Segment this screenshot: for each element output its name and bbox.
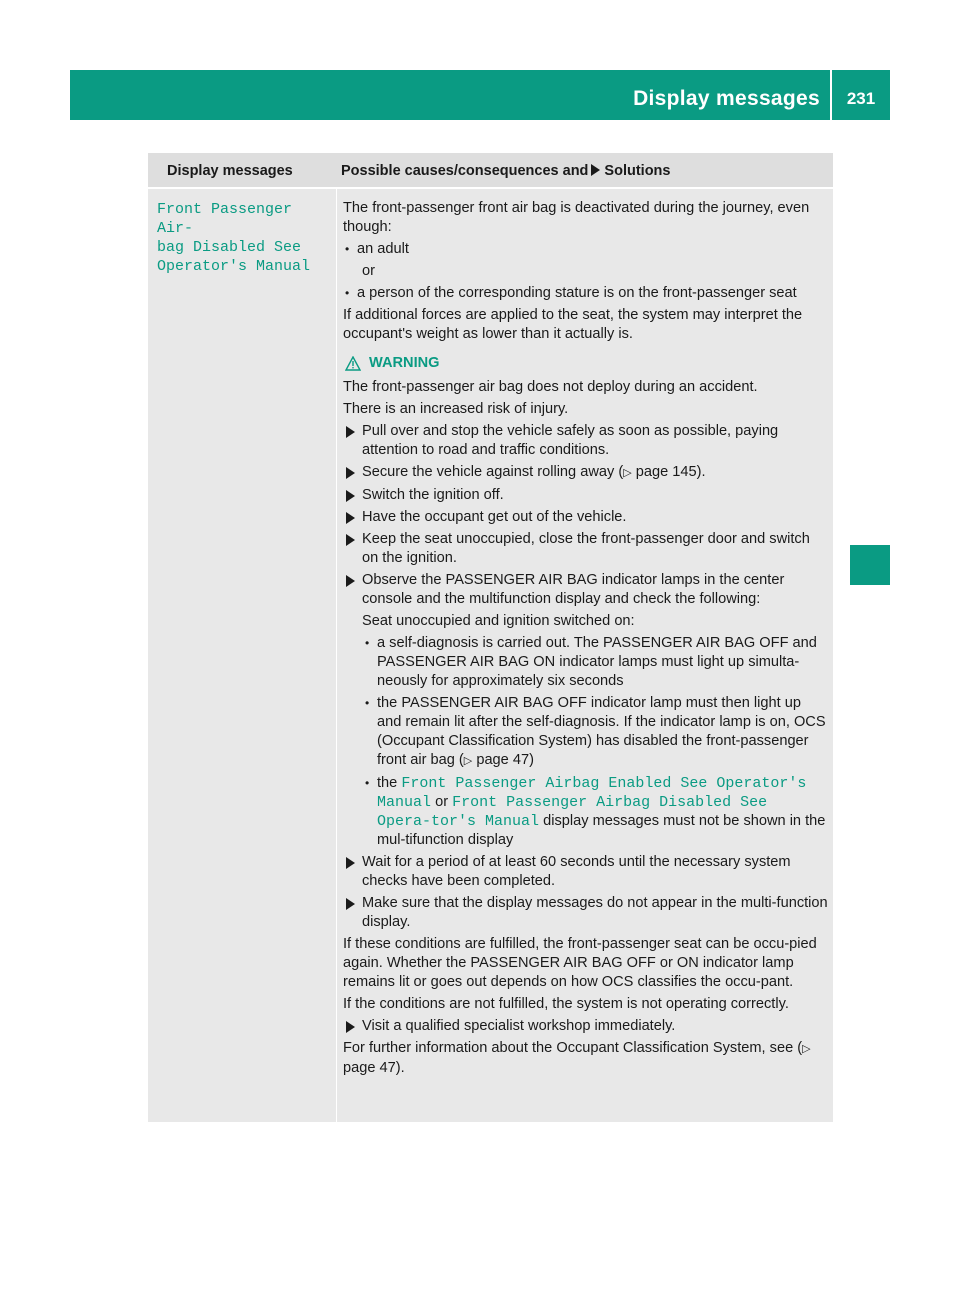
page-ref-icon: ▷ bbox=[802, 1043, 811, 1055]
page-reference[interactable]: page 47 bbox=[343, 1060, 396, 1076]
page-header bbox=[70, 70, 890, 120]
display-messages-table bbox=[148, 153, 833, 1122]
instruction-step: Keep the seat unoccupied, close the front-passenger door and switch on the ignition. bbox=[343, 530, 828, 568]
instruction-step: Have the occupant get out of the vehicle. bbox=[343, 508, 828, 527]
check-item: • the Front Passenger Airbag Enabled See Operator's Manual or Front Passenger Airbag Disabled See Opera‐tor's Manual display messages must not be shown in the mul-tifunction display bbox=[343, 774, 828, 850]
check-item: • the PASSENGER AIR BAG OFF indicator lamp must then light up and remain lit after the self-diagnosis. If the indicator lamp is on, OCS (Occupant Classification System) has disabled the front-passenger front air bag (▷ page 47) bbox=[343, 694, 828, 771]
chapter-marker bbox=[850, 545, 890, 585]
check-intro: Seat unoccupied and ignition switched on: bbox=[362, 613, 635, 629]
action-arrow-icon bbox=[591, 164, 600, 176]
intro-text: The front-passenger front air bag is deactivated during the journey, even though: bbox=[343, 200, 810, 235]
forces-text: If additional forces are applied to the seat, the system may interpret the occupant's weight as lower than it actually is. bbox=[343, 307, 803, 342]
instruction-step: Visit a qualified specialist workshop immediately. bbox=[343, 1017, 828, 1036]
warning-triangle-icon bbox=[345, 356, 361, 371]
section-title: Display messages bbox=[633, 87, 820, 110]
check-item: • a self-diagnosis is carried out. The PASSENGER AIR BAG OFF and PASSENGER AIR BAG ON indicator lamps must light up simulta-neously for approximately six seconds bbox=[343, 634, 828, 691]
not-fulfilled-text: If the conditions are not fulfilled, the system is not operating correctly. bbox=[343, 996, 789, 1012]
condition-item: • a person of the corresponding stature is on the front-passenger seat bbox=[343, 284, 828, 303]
instruction-step: Wait for a period of at least 60 seconds until the necessary system checks have been completed. bbox=[343, 853, 828, 891]
message-line: Front Passenger Air‐ bbox=[157, 201, 293, 237]
message-line: bag Disabled See bbox=[157, 239, 302, 256]
page-ref-icon: ▷ bbox=[463, 755, 473, 767]
warning-text: The front-passenger air bag does not deploy during an accident. bbox=[343, 379, 758, 395]
table-header bbox=[148, 153, 833, 188]
display-message-ref: Front Passenger Airbag Enabled See Operator's Manual bbox=[377, 775, 807, 811]
table-row bbox=[148, 188, 833, 1122]
instruction-step: Switch the ignition off. bbox=[343, 486, 828, 505]
condition-item: • an adult bbox=[343, 240, 828, 259]
col-header-causes: Possible causes/consequences and Solutions bbox=[341, 163, 671, 179]
further-info-text: For further information about the Occupant Classification System, see (▷ page 47). bbox=[343, 1040, 811, 1076]
condition-or: or bbox=[362, 263, 375, 279]
causes-cell bbox=[337, 189, 833, 1122]
message-cell bbox=[148, 189, 337, 1122]
instruction-step: Observe the PASSENGER AIR BAG indicator lamps in the center console and the multifunction display and check the following: bbox=[343, 571, 828, 609]
col-header-display-messages: Display messages bbox=[167, 163, 293, 179]
warning-text: There is an increased risk of injury. bbox=[343, 401, 569, 417]
display-message-ref: Front Passenger Airbag Disabled See Opera‐tor's Manual bbox=[377, 794, 768, 830]
page-ref-icon: ▷ bbox=[623, 467, 632, 479]
page-reference[interactable]: page 145 bbox=[635, 464, 697, 480]
page-number: 231 bbox=[846, 89, 876, 108]
fulfilled-text: If these conditions are fulfilled, the front-passenger seat can be occu-pied again. Whether the PASSENGER AIR BAG OFF or ON indicator lamp remains lit or goes out depends on how OCS classifies the occu-pant. bbox=[343, 936, 817, 990]
instruction-step: Secure the vehicle against rolling away (▷ page 145). bbox=[343, 463, 828, 483]
warning-heading: WARNING bbox=[345, 354, 828, 373]
message-line: Operator's Manual bbox=[157, 258, 311, 275]
page-reference[interactable]: page 47 bbox=[476, 752, 530, 768]
instruction-step: Pull over and stop the vehicle safely as soon as possible, paying attention to road and traffic conditions. bbox=[343, 422, 828, 460]
instruction-step: Make sure that the display messages do not appear in the multi-function display. bbox=[343, 894, 828, 932]
